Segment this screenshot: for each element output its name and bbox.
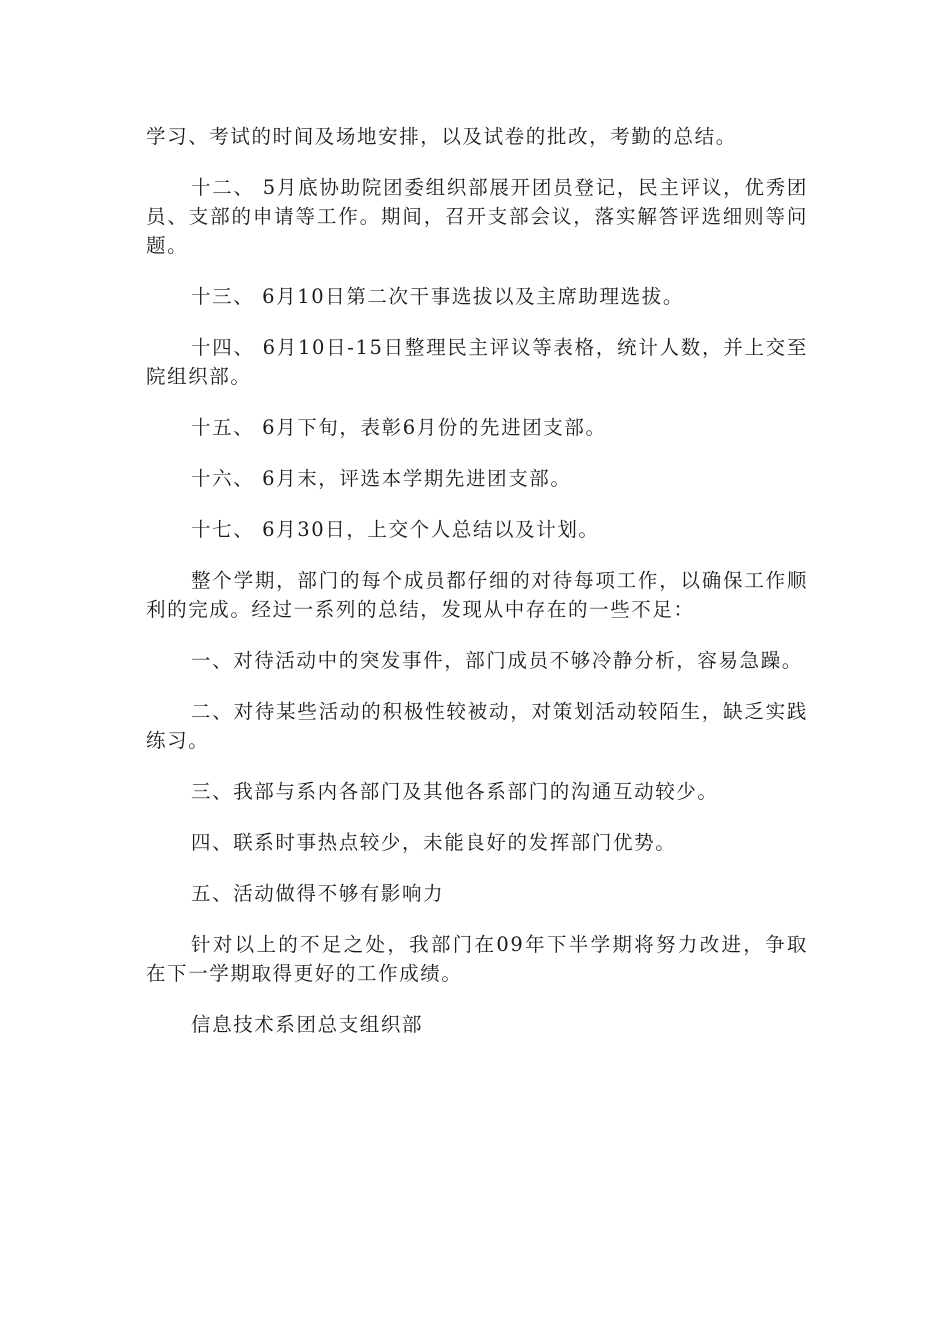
paragraph-shortcoming-5: 五、活动做得不够有影响力 [191,882,445,905]
document-page [146,122,808,1061]
paragraph-item-17: 十七、 6月30日，上交个人总结以及计划。 [191,518,600,541]
paragraph-summary: 整个学期，部门的每个成员都仔细的对待每项工作，以确保工作顺利的完成。经过一系列的总结，发现从中存在的一些不足： [146,569,808,621]
paragraph-item-14: 十四、 6月10日-15日整理民主评议等表格，统计人数，并上交至院组织部。 [146,336,808,388]
paragraph-improvement: 针对以上的不足之处，我部门在09年下半学期将努力改进，争取在下一学期取得更好的工作成绩。 [146,933,808,985]
signature: 信息技术系团总支组织部 [191,1013,424,1036]
paragraph-item-12: 十二、 5月底协助院团委组织部展开团员登记，民主评议，优秀团员、支部的申请等工作。期间，召开支部会议，落实解答评选细则等问题。 [146,176,808,257]
paragraph-item-15: 十五、 6月下旬，表彰6月份的先进团支部。 [191,416,607,439]
paragraph-shortcoming-3: 三、我部与系内各部门及其他各系部门的沟通互动较少。 [191,780,719,803]
paragraph-shortcoming-1: 一、对待活动中的突发事件，部门成员不够冷静分析，容易急躁。 [191,649,803,672]
paragraph-shortcoming-2: 二、对待某些活动的积极性较被动，对策划活动较陌生，缺乏实践练习。 [146,700,808,752]
paragraph-item-16: 十六、 6月末，评选本学期先进团支部。 [191,467,572,490]
paragraph-item-13: 十三、 6月10日第二次干事选拔以及主席助理选拔。 [191,285,684,308]
paragraph-shortcoming-4: 四、联系时事热点较少，未能良好的发挥部门优势。 [191,831,677,854]
paragraph-1: 学习、考试的时间及场地安排，以及试卷的批改，考勤的总结。 [146,125,737,148]
